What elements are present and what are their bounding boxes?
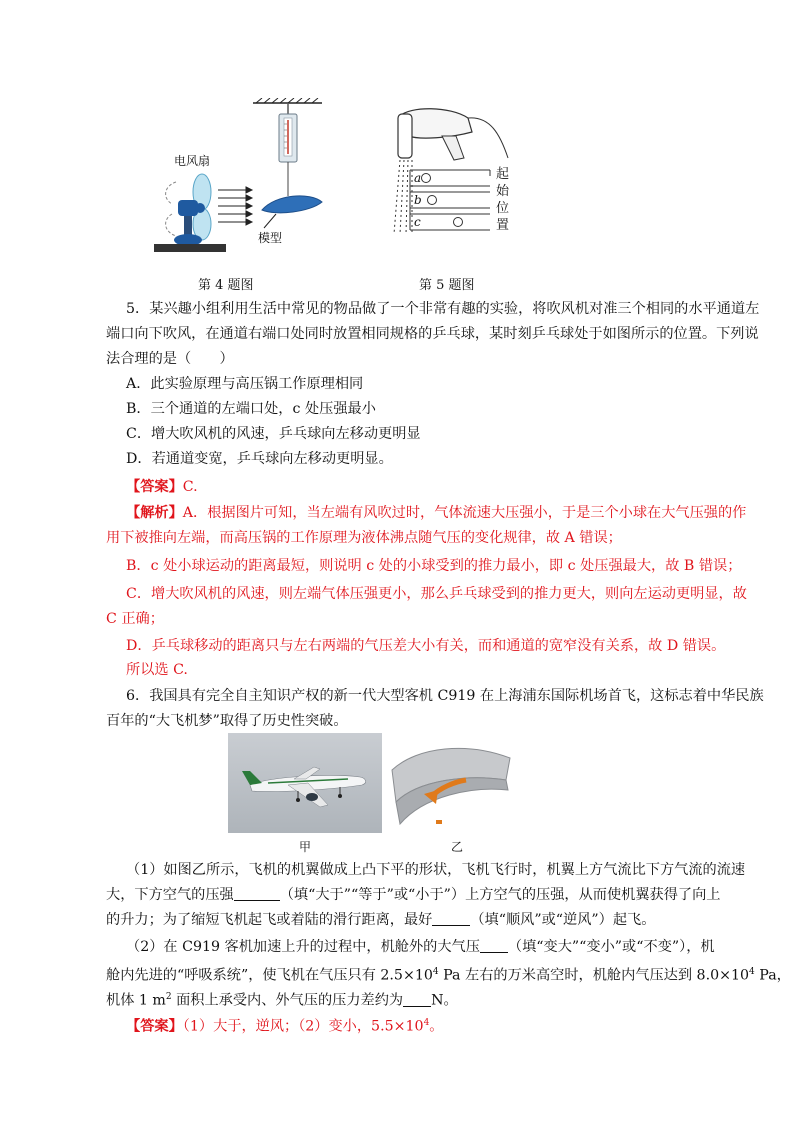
q6-p1-line3: 的升力；为了缩短飞机起飞或着陆的滑行距离，最好 （填“顺风”或“逆风”）起飞。: [106, 912, 656, 928]
q5-analysis-c1: C．增大吹风机的风速，则左端气体压强更小，那么乒乓球受到的推力更大，则向左运动更明显，故: [126, 586, 747, 602]
q5-option-a: A．此实验原理与高压锅工作原理相同: [126, 376, 364, 392]
q5-stem-line1: 5．某兴趣小组利用生活中常见的物品做了一个非常有趣的实验，将吹风机对准三个相同的水平通道左: [126, 301, 760, 317]
channel-label-b: b: [414, 193, 422, 207]
q5-option-c: C．增大吹风机的风速，乒乓球向左移动更明显: [126, 426, 421, 442]
q5-analysis-line2: 用下被推向左端，而高压锅的工作原理为液体沸点随气压的变化规律，故 A 错误；: [106, 530, 622, 546]
q5-stem-line3: 法合理的是（ ）: [106, 351, 234, 367]
q5-option-d: D．若通道变宽，乒乓球向左移动更明显。: [126, 451, 393, 467]
q6-p2-line3: 机体 1 $m^2$ 面积上承受内、外气压的压力差约为 N。: [106, 992, 458, 1009]
q6-stem-line1: 6．我国具有完全自主知识产权的新一代大型客机 C919 在上海浦东国际机场首飞，这标志着中华民族: [126, 688, 764, 704]
q5-analysis-line1: 【解析】A．根据图片可知，当左端有风吹过时，气体流速大压强小，于是三个小球在大气压强的作: [126, 505, 747, 521]
analysis-tag: 【解析】: [126, 505, 183, 521]
answer-value: C.: [182, 479, 198, 495]
blank-4[interactable]: [403, 992, 431, 1007]
wing-section-diagram: [388, 740, 516, 830]
model-label: 模型: [258, 231, 283, 245]
q6-stem-line2: 百年的“大飞机梦”取得了历史性突破。: [106, 713, 348, 729]
q6-p2-line1: （2）在 C919 客机加速上升的过程中，机舱外的大气压 （填“变大”“变小”或“不变”），机: [126, 939, 715, 955]
q5-analysis-d: D．乒乓球移动的距离只与左右两端的气压差大小有关，而和通道的宽窄没有关系，故 D 错误。: [126, 638, 726, 654]
image-label-jia: 甲: [299, 840, 312, 854]
answer-tag: 【答案】: [126, 479, 183, 495]
figure-4-caption: 第 4 题图: [198, 278, 254, 293]
figure-4: [150, 98, 350, 258]
start-position-label: 起 始 位 置: [496, 167, 510, 233]
q5-stem-line2: 端口向下吹风，在通道右端口处同时放置相同规格的乒乓球，某时刻乒乓球处于如图所示的位置。下列说: [106, 326, 759, 342]
q6-p1-line2: 大，下方空气的压强 （填“大于”“等于”或“小于”）上方空气的压强，从而使机翼获得了向上: [106, 887, 721, 903]
q5-analysis-c2: C 正确；: [106, 611, 164, 627]
c919-photo: [228, 733, 382, 833]
q6-answer: 【答案】（1）大于，逆风；（2）变小，$5.5\times 10^4$。: [126, 1018, 444, 1035]
figure-5: [380, 96, 530, 246]
channel-label-c: c: [414, 215, 421, 229]
q6-p1-line1: （1）如图乙所示，飞机的机翼做成上凸下平的形状，飞机飞行时，机翼上方气流比下方气流的流速: [126, 862, 746, 878]
q5-analysis-b: B．c 处小球运动的距离最短，则说明 c 处的小球受到的推力最小，即 c 处压强最大，故 B 错误；: [126, 558, 742, 574]
fan-label: 电风扇: [174, 154, 211, 168]
image-label-yi: 乙: [451, 840, 464, 854]
fan-model-diagram: [150, 98, 350, 258]
blank-2[interactable]: [432, 911, 470, 926]
channel-label-a: a: [414, 171, 422, 185]
figure-5-caption: 第 5 题图: [419, 278, 475, 293]
wing-image: [388, 740, 516, 830]
q5-answer: [126, 477, 198, 497]
airplane-image: [228, 733, 382, 833]
q5-conclusion: 所以选 C.: [126, 662, 188, 678]
q5-option-b: B．三个通道的左端口处，c 处压强最小: [126, 401, 376, 417]
blank-1[interactable]: [234, 886, 280, 901]
answer-tag: 【答案】: [126, 1018, 183, 1035]
q6-p2-line2: 舱内先进的“呼吸系统”，使飞机在气压只有 $2.5\times 10^4$ Pa 左右的万米高空时，机舱内气压达到 $8.0\times 10^4$ Pa，: [106, 967, 791, 984]
blank-3[interactable]: [480, 938, 508, 953]
